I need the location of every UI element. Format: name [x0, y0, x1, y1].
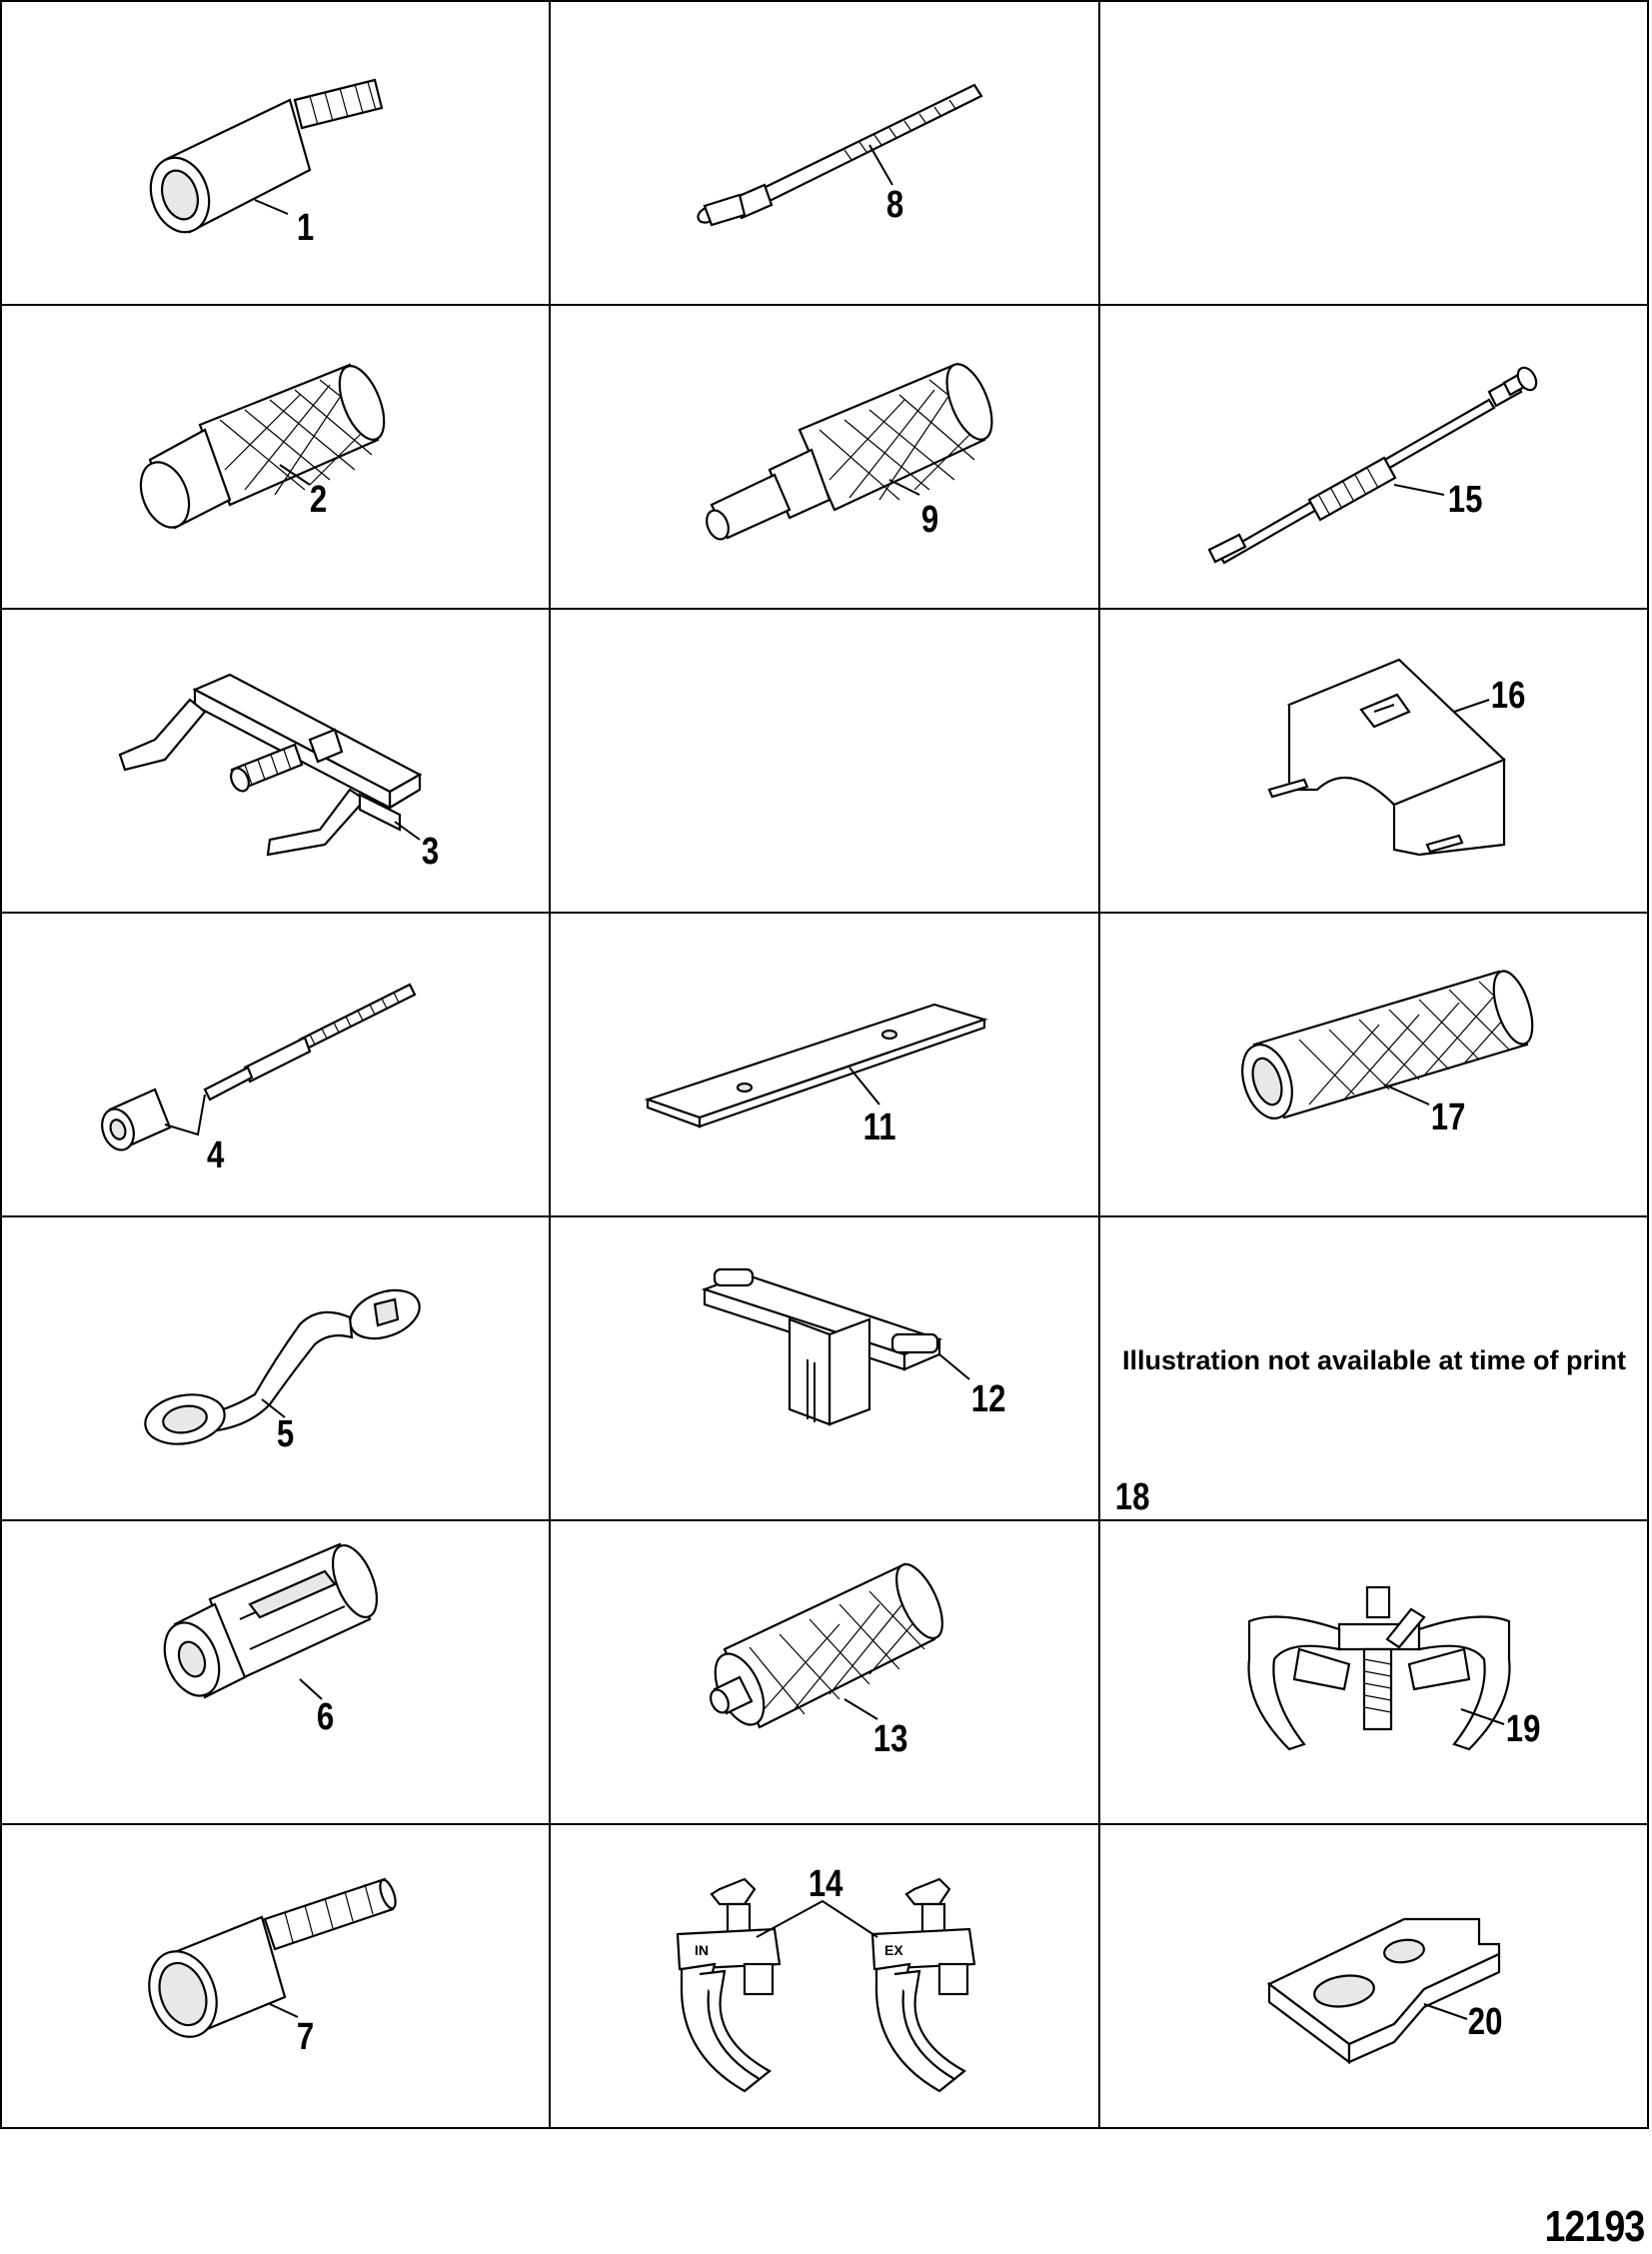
callout-5: 5 [276, 1413, 295, 1455]
callout-4: 4 [206, 1134, 225, 1176]
callout-17: 17 [1430, 1097, 1466, 1138]
document-number: 12193 [1544, 2202, 1644, 2251]
label-ex: EX [884, 1942, 903, 1958]
callout-14: 14 [808, 1863, 843, 1905]
knurled-handle-driver-tool-icon [706, 1558, 951, 1732]
callout-20: 20 [1467, 2001, 1503, 2043]
cell-3 [120, 675, 439, 873]
cell-17 [1233, 967, 1540, 1138]
slotted-socket-tool-icon [155, 1539, 386, 1704]
cell-8 [696, 85, 981, 226]
callout-9: 9 [920, 499, 939, 541]
label-in: IN [695, 1942, 709, 1958]
cell-6 [155, 1539, 386, 1738]
locking-plate-tool-icon [1269, 1919, 1499, 2062]
callout-3: 3 [421, 831, 440, 873]
callout-13: 13 [872, 1718, 908, 1760]
callout-16: 16 [1490, 675, 1526, 717]
cell-7 [138, 1878, 399, 2058]
callout-1: 1 [296, 207, 315, 249]
callout-7: 7 [296, 2016, 315, 2058]
knurled-tube-driver-tool-icon [1233, 967, 1540, 1125]
callout-19: 19 [1505, 1708, 1541, 1750]
callout-2: 2 [309, 479, 328, 521]
cell-16 [1269, 660, 1525, 855]
threaded-rod-tool-icon [696, 85, 981, 226]
callout-11: 11 [862, 1107, 896, 1148]
alignment-fixture-tool-icon [1269, 660, 1504, 855]
callout-8: 8 [885, 184, 904, 226]
cell-4 [97, 985, 415, 1176]
valve-spring-compressor-pair-icon [678, 1879, 974, 2091]
callout-15: 15 [1447, 479, 1483, 521]
cell-9 [703, 358, 1001, 542]
cell-1 [142, 80, 382, 249]
callout-18: 18 [1114, 1476, 1150, 1518]
cell-14 [678, 1863, 974, 2091]
knurled-pilot-driver-tool-icon [703, 358, 1001, 542]
cell-15 [1209, 365, 1540, 563]
cell-20 [1269, 1919, 1502, 2062]
three-jaw-puller-tool-icon [1249, 1587, 1510, 1749]
holding-bracket-tool-icon [705, 1269, 969, 1424]
flat-plate-tool-icon [648, 1005, 984, 1127]
sleeve-driver-tool-icon [142, 80, 382, 240]
callout-6: 6 [316, 1696, 335, 1738]
illustration-unavailable-note: Illustration not available at time of print [1121, 1345, 1627, 1375]
cell-18 [1115, 1345, 1626, 1518]
callout-12: 12 [970, 1378, 1006, 1420]
cell-2 [132, 360, 393, 535]
cell-12 [705, 1269, 1005, 1424]
long-installer-rod-tool-icon [1209, 365, 1540, 563]
cell-19 [1249, 1587, 1541, 1750]
bar-puller-tool-icon [120, 675, 420, 855]
cell-13 [706, 1558, 951, 1760]
cup-driver-tool-icon [138, 1878, 399, 2046]
knurled-driver-tool-icon [132, 360, 393, 535]
rod-and-sleeve-tool-icon [97, 985, 415, 1154]
cell-11 [648, 1005, 984, 1148]
cell-5 [141, 1281, 426, 1455]
